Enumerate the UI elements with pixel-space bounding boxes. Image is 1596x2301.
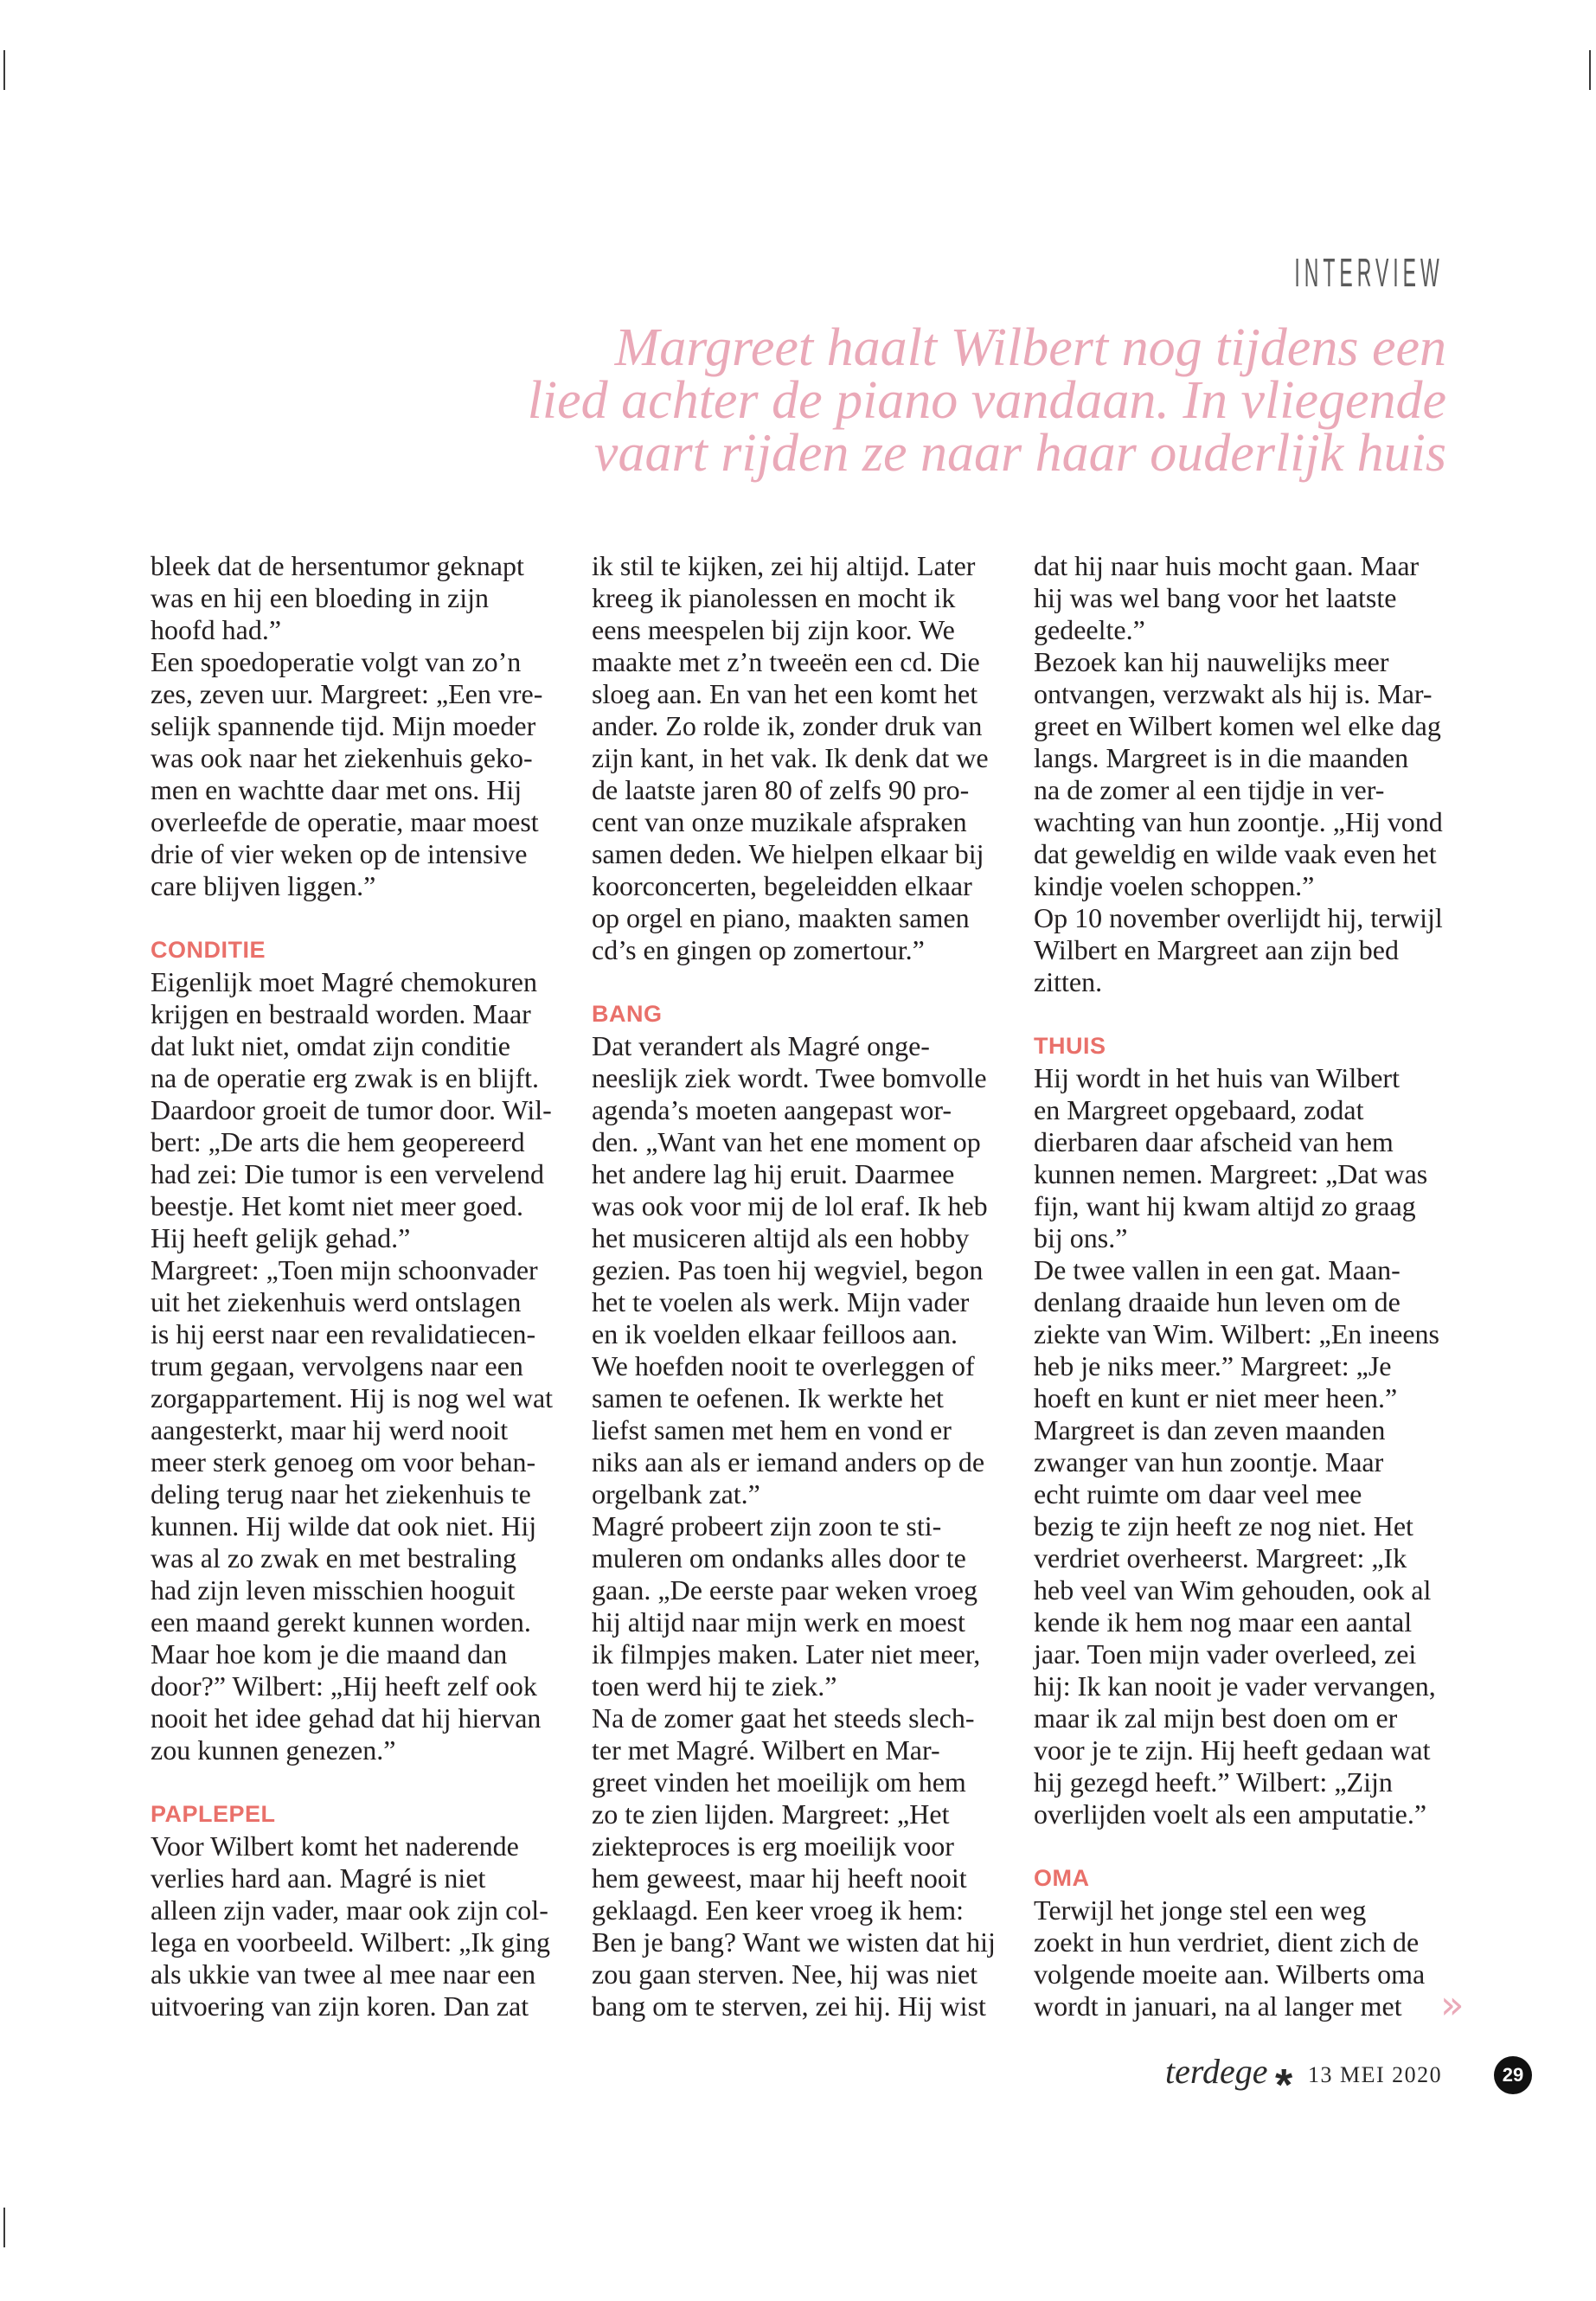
crop-mark-top-right (1589, 50, 1591, 90)
pull-quote (527, 318, 1446, 483)
section-heading-bang: BANG (592, 1001, 663, 1027)
pull-quote-line: vaart rijden ze naar haar ouderlijk huis (593, 424, 1446, 483)
section-label: INTERVIEW (1294, 250, 1444, 295)
section-heading-paplepel: PAPLEPEL (151, 1801, 276, 1827)
section-heading-thuis: THUIS (1034, 1033, 1106, 1059)
body-paragraph: Eigenlijk moet Magré chemokuren krijgen en bestraald worden. Maar dat lukt niet, omdat zijn conditie na de operatie erg zwak is en blijft. Daardoor groeit de tumor door. Wil- bert: „De arts die hem geopereerd had zei: Die tumor is een vervelend beestje. Het komt niet meer goed. Hij heeft gelijk gehad.” (151, 966, 552, 1253)
body-paragraph: Margreet: „Toen mijn schoonvader uit het ziekenhuis werd ontslagen is hij eerst naar een revalidatiecen- trum gegaan, vervolgens naar een zorgappartement. Hij is nog wel wat aangesterkt, maar hij werd nooit meer sterk genoeg om voor behan- deling terug naar het ziekenhuis te kunnen. Hij wilde dat ook niet. Hij was al zo zwak en met bestraling had zijn leven misschien hooguit een maand gerekt kunnen worden. Maar hoe kom je die maand dan door?” Wilbert: „Hij heeft zelf ook nooit het idee gehad dat hij hiervan zou kunnen genezen.” (151, 1254, 554, 1766)
body-paragraph: dat hij naar huis mocht gaan. Maar hij was wel bang voor het laatste gedeelte.” (1034, 550, 1420, 645)
body-paragraph: Een spoedoperatie volgt van zo’n zes, zeven uur. Margreet: „Een vre- selijk spannende tijd. Mijn moeder was ook naar het ziekenhuis geko- men en wachtte daar met ons. Hij overleefde de operatie, maar moest drie of vier weken op de intensive care blijven liggen.” (151, 646, 543, 901)
section-heading-oma: OMA (1034, 1865, 1090, 1891)
crop-mark-top-left (3, 50, 5, 90)
body-paragraph: ik stil te kijken, zei hij altijd. Later kreeg ik pianolessen en mocht ik eens meespelen bij zijn koor. We maakte met z’n tweeën een cd. Die sloeg aan. En van het een komt het ander. Zo rolde ik, zonder druk van zijn kant, in het vak. Ik denk dat we de laatste jaren 80 of zelfs 90 pro- cent van onze muzikale afspraken samen deden. We hielpen elkaar bij koorconcerten, begeleidden elkaar op orgel en piano, maakten samen cd’s en gingen op zomertour.” (592, 550, 989, 965)
body-paragraph: De twee vallen in een gat. Maan- denlang draaide hun leven om de ziekte van Wim. Wilbert: „En ineens heb je niks meer.” Margreet: „Je hoeft en kunt er niet meer heen.” (1034, 1254, 1439, 1413)
article-column-3 (1034, 550, 1449, 2022)
magazine-logo: terdege (1165, 2052, 1268, 2091)
article-column-2 (592, 550, 1007, 2022)
page-number-badge (1494, 2056, 1532, 2094)
body-paragraph: Op 10 november overlijdt hij, terwijl Wilbert en Margreet aan zijn bed zitten. (1034, 902, 1443, 997)
body-paragraph: Margreet is dan zeven maanden zwanger van hun zoontje. Maar echt ruimte om daar veel mee bezig te zijn heeft ze nog niet. Het verdriet overheerst. Margreet: „Ik heb veel van Wim gehouden, ook al kende ik hem nog maar een aantal jaar. Toen mijn vader overleed, zei hij: Ik kan nooit je vader vervangen, maar ik zal mijn best doen om er voor je te zijn. Hij heeft gedaan wat hij gezegd heeft.” Wilbert: „Zijn overlijden voelt als een amputatie.” (1034, 1414, 1436, 1830)
body-paragraph: Magré probeert zijn zoon te sti- muleren om ondanks alles door te gaan. „De eerste paar weken vroeg hij altijd naar mijn werk en moest ik filmpjes maken. Later niet meer, toen werd hij te ziek.” (592, 1510, 981, 1702)
asterisk-separator-icon: * (1275, 2061, 1293, 2111)
issue-date: 13 MEI 2020 (1308, 2062, 1443, 2087)
body-paragraph: Voor Wilbert komt het naderende verlies hard aan. Magré is niet alleen zijn vader, maar ook zijn col- lega en voorbeeld. Wilbert: „Ik ging als ukkie van twee al mee naar een uitvoering van zijn koren. Dan zat (151, 1830, 550, 2022)
crop-mark-bottom-left (3, 2208, 5, 2247)
body-paragraph: Terwijl het jonge stel een weg zoekt in hun verdriet, dient zich de volgende moeite aan. Wilberts oma wordt in januari, na al langer met (1034, 1894, 1426, 2022)
continue-chevron-icon: » (1440, 1982, 1465, 2028)
body-paragraph: bleek dat de hersentumor geknapt was en hij een bloeding in zijn hoofd had.” (151, 550, 524, 645)
article-column-1 (151, 550, 557, 2022)
pull-quote-line: lied achter de piano vandaan. In vliegende (527, 371, 1446, 430)
page-number: 29 (1502, 2064, 1524, 2086)
body-paragraph: Na de zomer gaat het steeds slech- ter met Magré. Wilbert en Mar- greet vinden het moeilijk om hem zo te zien lijden. Margreet: „Het ziekteproces is erg moeilijk voor hem geweest, maar hij heeft nooit geklaagd. Een keer vroeg ik hem: Ben je bang? Want we wisten dat hij zou gaan sterven. Nee, hij was niet bang om te sterven, zei hij. Hij wist (592, 1702, 996, 2022)
pull-quote-line: Margreet haalt Wilbert nog tijdens een (614, 318, 1446, 377)
body-paragraph: Hij wordt in het huis van Wilbert en Margreet opgebaard, zodat dierbaren daar afscheid van hem kunnen nemen. Margreet: „Dat was fijn, want hij kwam altijd zo graag bij ons.” (1034, 1062, 1428, 1253)
body-paragraph: Bezoek kan hij nauwelijks meer ontvangen, verzwakt als hij is. Mar- greet en Wilbert komen wel elke dag langs. Margreet is in die maanden na de zomer al een tijdje in ver- wachting van hun zoontje. „Hij vond dat geweldig en wilde vaak even het kindje voelen schoppen.” (1034, 646, 1443, 901)
section-heading-conditie: CONDITIE (151, 937, 266, 963)
body-paragraph: Dat verandert als Magré onge- neeslijk ziek wordt. Twee bomvolle agenda’s moeten aangepast wor- den. „Want van het ene moment op het andere lag hij eruit. Daarmee was ook voor mij de lol eraf. Ik heb het musiceren altijd als een hobby gezien. Pas toen hij wegviel, begon het te voelen als werk. Mijn vader en ik voelden elkaar feilloos aan. We hoefden nooit te overleggen of samen te oefenen. Ik werkte het liefst samen met hem en vond er niks aan als er iemand anders op de orgelbank zat.” (592, 1030, 988, 1509)
